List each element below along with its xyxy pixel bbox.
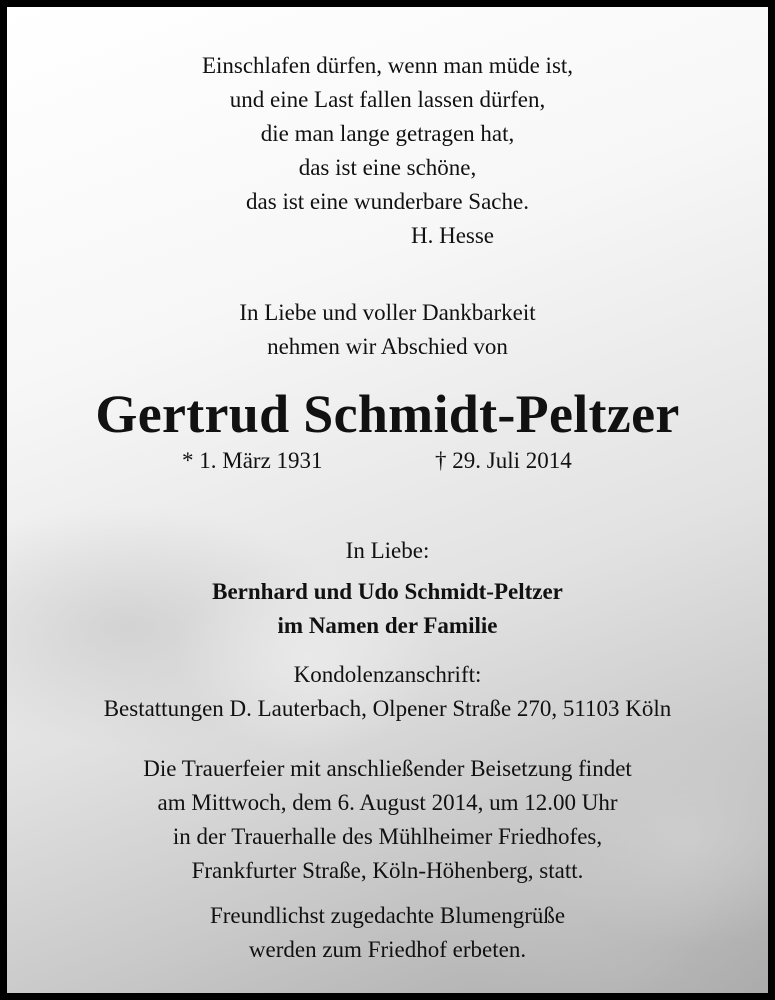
mourner-line: im Namen der Familie [277, 613, 498, 638]
condolence-address [7, 658, 768, 726]
flowers-note [7, 899, 768, 967]
life-dates [7, 444, 768, 478]
birth-date: * 1. März 1931 [182, 448, 323, 473]
ceremony-info [7, 752, 768, 888]
intro-line: In Liebe und voller Dankbarkeit [239, 300, 536, 325]
intro-line: nehmen wir Abschied von [267, 334, 508, 359]
flowers-line: Freundlichst zugedachte Blumengrüße [209, 903, 566, 928]
condolence-address-text: Bestattungen D. Lauterbach, Olpener Straße 270, 51103 Köln [103, 696, 672, 721]
poem [7, 49, 768, 253]
poem-line: das ist eine schöne, [298, 155, 477, 180]
mourner-line: Bernhard und Udo Schmidt-Peltzer [212, 579, 563, 604]
farewell-intro [7, 296, 768, 364]
flowers-line: werden zum Friedhof erbeten. [248, 937, 527, 962]
poem-line: das ist eine wunderbare Sache. [246, 189, 529, 214]
poem-author: H. Hesse [410, 223, 495, 248]
ceremony-line: Frankfurter Straße, Köln-Höhenberg, statt. [191, 858, 584, 883]
ceremony-line: am Mittwoch, dem 6. August 2014, um 12.00 Uhr [157, 790, 618, 815]
ceremony-line: Die Trauerfeier mit anschließender Beisetzung findet [143, 756, 632, 781]
ceremony-line: in der Trauerhalle des Mühlheimer Friedhofes, [172, 824, 603, 849]
death-date: † 29. Juli 2014 [435, 448, 572, 473]
mourners-heading-text: In Liebe: [345, 538, 430, 563]
condolence-heading: Kondolenzanschrift: [293, 662, 482, 687]
deceased-name: Gertrud Schmidt-Peltzer [95, 384, 680, 444]
poem-line: die man lange getragen hat, [260, 121, 515, 146]
mourners [7, 575, 768, 643]
poem-line: und eine Last fallen lassen dürfen, [229, 87, 546, 112]
mourners-heading [7, 534, 768, 568]
poem-line: Einschlafen dürfen, wenn man müde ist, [201, 53, 574, 78]
